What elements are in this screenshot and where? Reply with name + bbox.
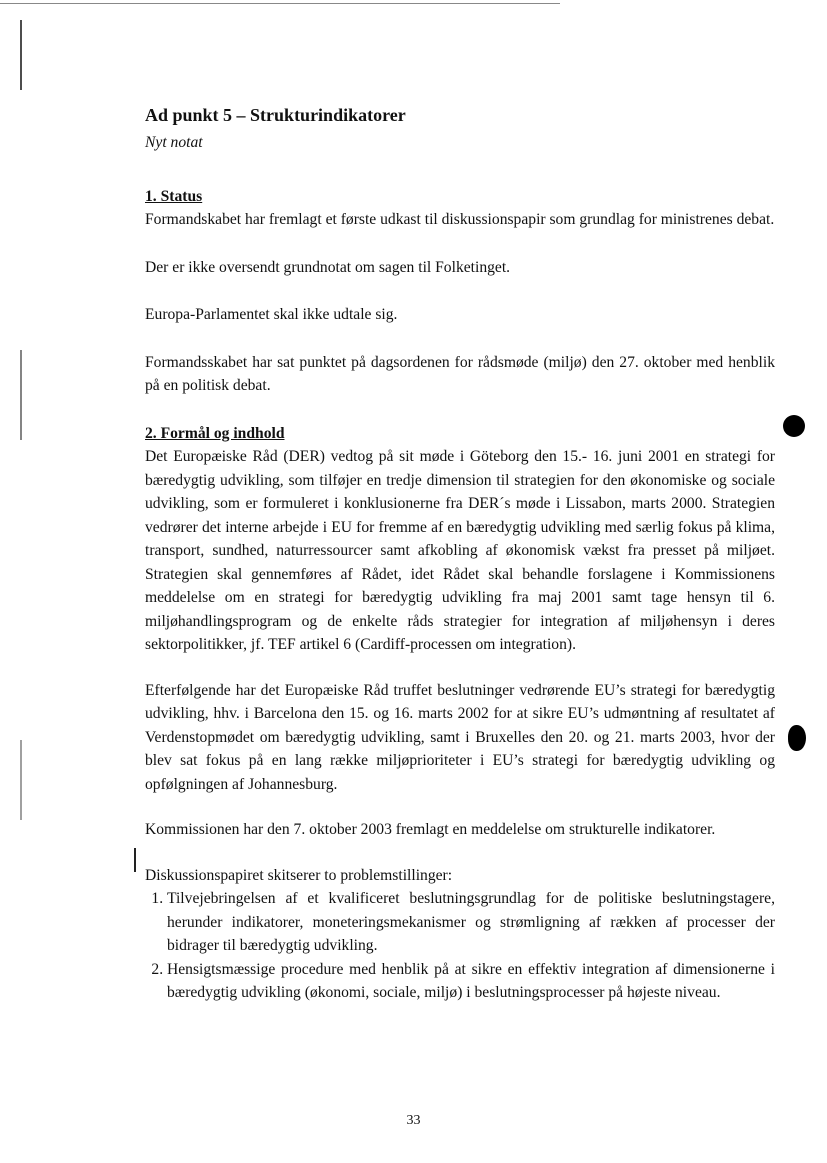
document-title: Ad punkt 5 – Strukturindikatorer [145, 105, 406, 125]
scan-left-edge [20, 20, 22, 1140]
punch-hole-mark [788, 725, 806, 751]
list-item: 1. Tilvejebringelsen af et kvalificeret beslutningsgrundlag for de politiske beslutningstagere, herunder indikatorer, moneteringsmekanismer og strømligning af rækken af processer der bidrager til bæredygtig udvikling. [167, 887, 775, 958]
paragraph: Diskussionspapiret skitserer to problemstillinger: [145, 866, 453, 884]
page-number: 33 [406, 1113, 421, 1128]
section-heading: 1. Status [145, 187, 203, 205]
paragraph: Efterfølgende har det Europæiske Råd truffet beslutninger vedrørende EU’s strategi for bæredygtig udvikling, hhv. i Barcelona den 15. og 16. marts 2002 for at sikre EU’s udmøntning af resultatet af Verdenstopmødet om bæredygtig udvikling, samt i Bruxelles den 20. og 21. marts 2003, hvor der blev sat fokus på en lang række miljøprioriteter i EU’s strategi for bæredygtig udvikling og opfølgningen af Johannesburg. [145, 681, 775, 793]
revision-bar [134, 848, 136, 872]
paragraph: Formandsskabet har sat punktet på dagsordenen for rådsmøde (miljø) den 27. oktober med henblik på en politisk debat. [145, 353, 775, 394]
paragraph: Det Europæiske Råd (DER) vedtog på sit møde i Göteborg den 15.- 16. juni 2001 en strategi for bæredygtig udvikling, som tilføjer en tredje dimension til strategien for den økonomiske og sociale udvikling, som er formuleret i konklusionerne fra DER´s møde i Lissabon, marts 2000. Strategien vedrører det interne arbejde i EU for fremme af en bæredygtig udvikling med særlig fokus på klima, transport, sundhed, naturressourcer samt afkobling af økonomisk vækst fra presset på miljøet. Strategien skal gennemføres af Rådet, idet Rådet skal behandle forslagene i Kommissionens meddelelse om en strategi for bæredygtig udvikling fra maj 2001 samt tage hensyn til 6. miljøhandlingsprogram og de enkelte råds strategier for integration af miljøhensyn i deres sektorpolitikker, jf. TEF artikel 6 (Cardiff-processen om integration). [145, 448, 775, 653]
section-status [145, 185, 775, 398]
punch-hole-mark [783, 415, 805, 437]
document-body [145, 103, 775, 1005]
paragraph: Der er ikke oversendt grundnotat om sagen til Folketinget. [145, 258, 511, 276]
section-purpose-content [145, 422, 775, 1005]
list-item: 2. Hensigtsmæssige procedure med henblik på at sikre en effektiv integration af dimensionerne i bæredygtig udvikling (økonomi, sociale, miljø) i beslutningsprocesser på højeste niveau. [167, 958, 775, 1005]
section-heading: 2. Formål og indhold [145, 424, 285, 442]
document-subtitle: Nyt notat [145, 134, 203, 151]
scan-top-border [0, 3, 560, 4]
paragraph: Formandskabet har fremlagt et første udkast til diskussionspapir som grundlag for ministrenes debat. [145, 211, 775, 228]
paragraph: Kommissionen har den 7. oktober 2003 fremlagt en meddelelse om strukturelle indikatorer. [145, 821, 716, 838]
paragraph: Europa-Parlamentet skal ikke udtale sig. [145, 306, 398, 323]
numbered-list [145, 887, 775, 1005]
